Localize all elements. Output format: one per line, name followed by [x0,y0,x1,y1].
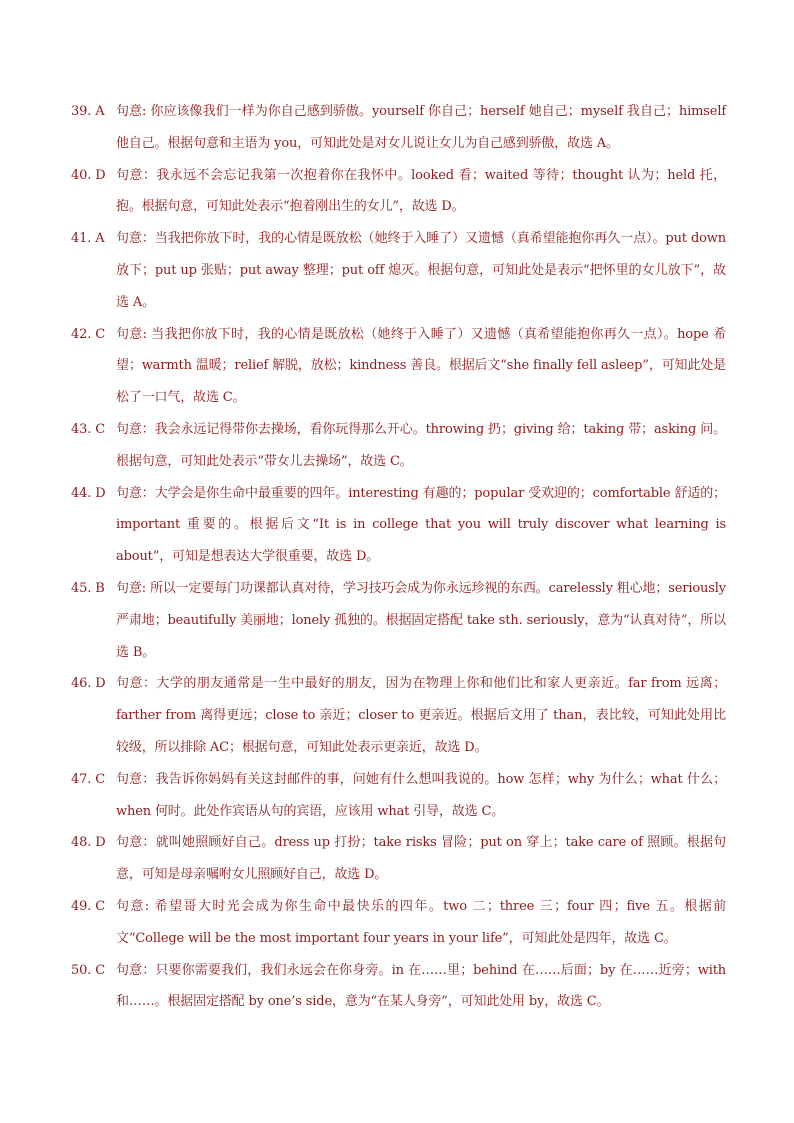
answer-explanation: 句意：大学会是你生命中最重要的四年。interesting 有趣的；popular 受欢迎的；comfortable 舒适的；important 重要的。根据后文“It is in college that you will truly discover what learning is about”，可知是想表达大学很重要，故选 D。 [116,485,726,565]
answer-item-50 [71,955,726,1019]
answer-explanation: 句意：就叫她照顾好自己。dress up 打扮；take risks 冒险；put on 穿上；take care of 照顾。根据句意，可知是母亲嘱咐女儿照顾好自己，故选 D。 [116,835,726,883]
answer-item-49 [71,891,726,955]
answer-explanation: 句意：只要你需要我们，我们永远会在你身旁。in 在……里；behind 在……后面；by 在……近旁；with 和……。根据固定搭配 by one’s side，意为“在某人身旁”，可知此处用 by，故选 C。 [116,962,726,1010]
answer-number: 48. D [71,835,106,851]
answer-number: 50. C [71,962,106,978]
answer-number: 47. C [71,771,106,787]
answer-number: 42. C [71,326,106,342]
answer-number: 45. B [71,580,105,596]
answer-number: 46. D [71,676,106,692]
answer-explanation: 句意：我永远不会忘记我第一次抱着你在我怀中。looked 看；waited 等待；thought 认为；held 托，抱。根据句意，可知此处表示“抱着刚出生的女儿”，故选 D。 [116,167,726,215]
answer-item-41 [71,223,726,318]
answer-number: 43. C [71,421,106,437]
answer-explanation: 句意：大学的朋友通常是一生中最好的朋友，因为在物理上你和他们比和家人更亲近。far from 远离；farther from 离得更远；close to 亲近；closer to 更亲近。根据后文用了 than，表比较，可知此处用比较级，所以排除 AC；根据句意，可知此处表示更亲近，故选 D。 [116,676,726,755]
answer-explanations [71,96,726,1018]
answer-explanation: 句意: 所以一定要每门功课都认真对待，学习技巧会成为你永远珍视的东西。carelessly 粗心地；seriously 严肃地；beautifully 美丽地；lonely 孤独的。根据固定搭配 take sth. seriously，意为“认真对待”，所以选 B。 [116,580,726,660]
answer-item-45 [71,573,726,668]
answer-item-40 [71,160,726,224]
answer-item-47 [71,764,726,828]
answer-item-42 [71,319,726,414]
answer-explanation: 句意: 你应该像我们一样为你自己感到骄傲。yourself 你自己；herself 她自己；myself 我自己；himself 他自己。根据句意和主语为 you，可知此处是对女儿说让女儿为自己感到骄傲，故选 A。 [116,104,726,151]
answer-item-43 [71,414,726,478]
answer-explanation: 句意: 当我把你放下时，我的心情是既放松（她终于入睡了）又遗憾（真希望能抱你再久一点）。hope 希望；warmth 温暖；relief 解脱，放松；kindness 善良。根据后文“she finally fell asleep”，可知此处是松了一口气，故选 C。 [116,326,726,406]
answer-explanation: 句意：我会永远记得带你去操场，看你玩得那么开心。throwing 扔；giving 给；taking 带；asking 问。根据句意，可知此处表示“带女儿去操场”，故选 C。 [116,421,726,469]
answer-number: 39. A [71,104,105,119]
answer-explanation: 句意：当我把你放下时，我的心情是既放松（她终于入睡了）又遗憾（真希望能抱你再久一点）。put down 放下；put up 张贴；put away 整理；put off 熄灭。根据句意，可知此处是表示“把怀里的女儿放下”，故选 A。 [116,231,726,310]
answer-explanation: 句意：我告诉你妈妈有关这封邮件的事，问她有什么想叫我说的。how 怎样；why 为什么；what 什么；when 何时。此处作宾语从句的宾语，应该用 what 引导，故选 C。 [116,771,726,819]
answer-item-39 [71,96,726,160]
answer-item-48 [71,827,726,891]
answer-item-44 [71,478,726,573]
answer-item-46 [71,668,726,763]
answer-number: 49. C [71,898,106,914]
answer-number: 41. A [71,231,105,247]
answer-number: 44. D [71,485,106,501]
answer-number: 40. D [71,167,106,183]
answer-explanation: 句意: 希望哥大时光会成为你生命中最快乐的四年。two 二；three 三；four 四；five 五。根据前文“College will be the most important four years in your life”，可知此处是四年，故选 C。 [116,898,726,946]
